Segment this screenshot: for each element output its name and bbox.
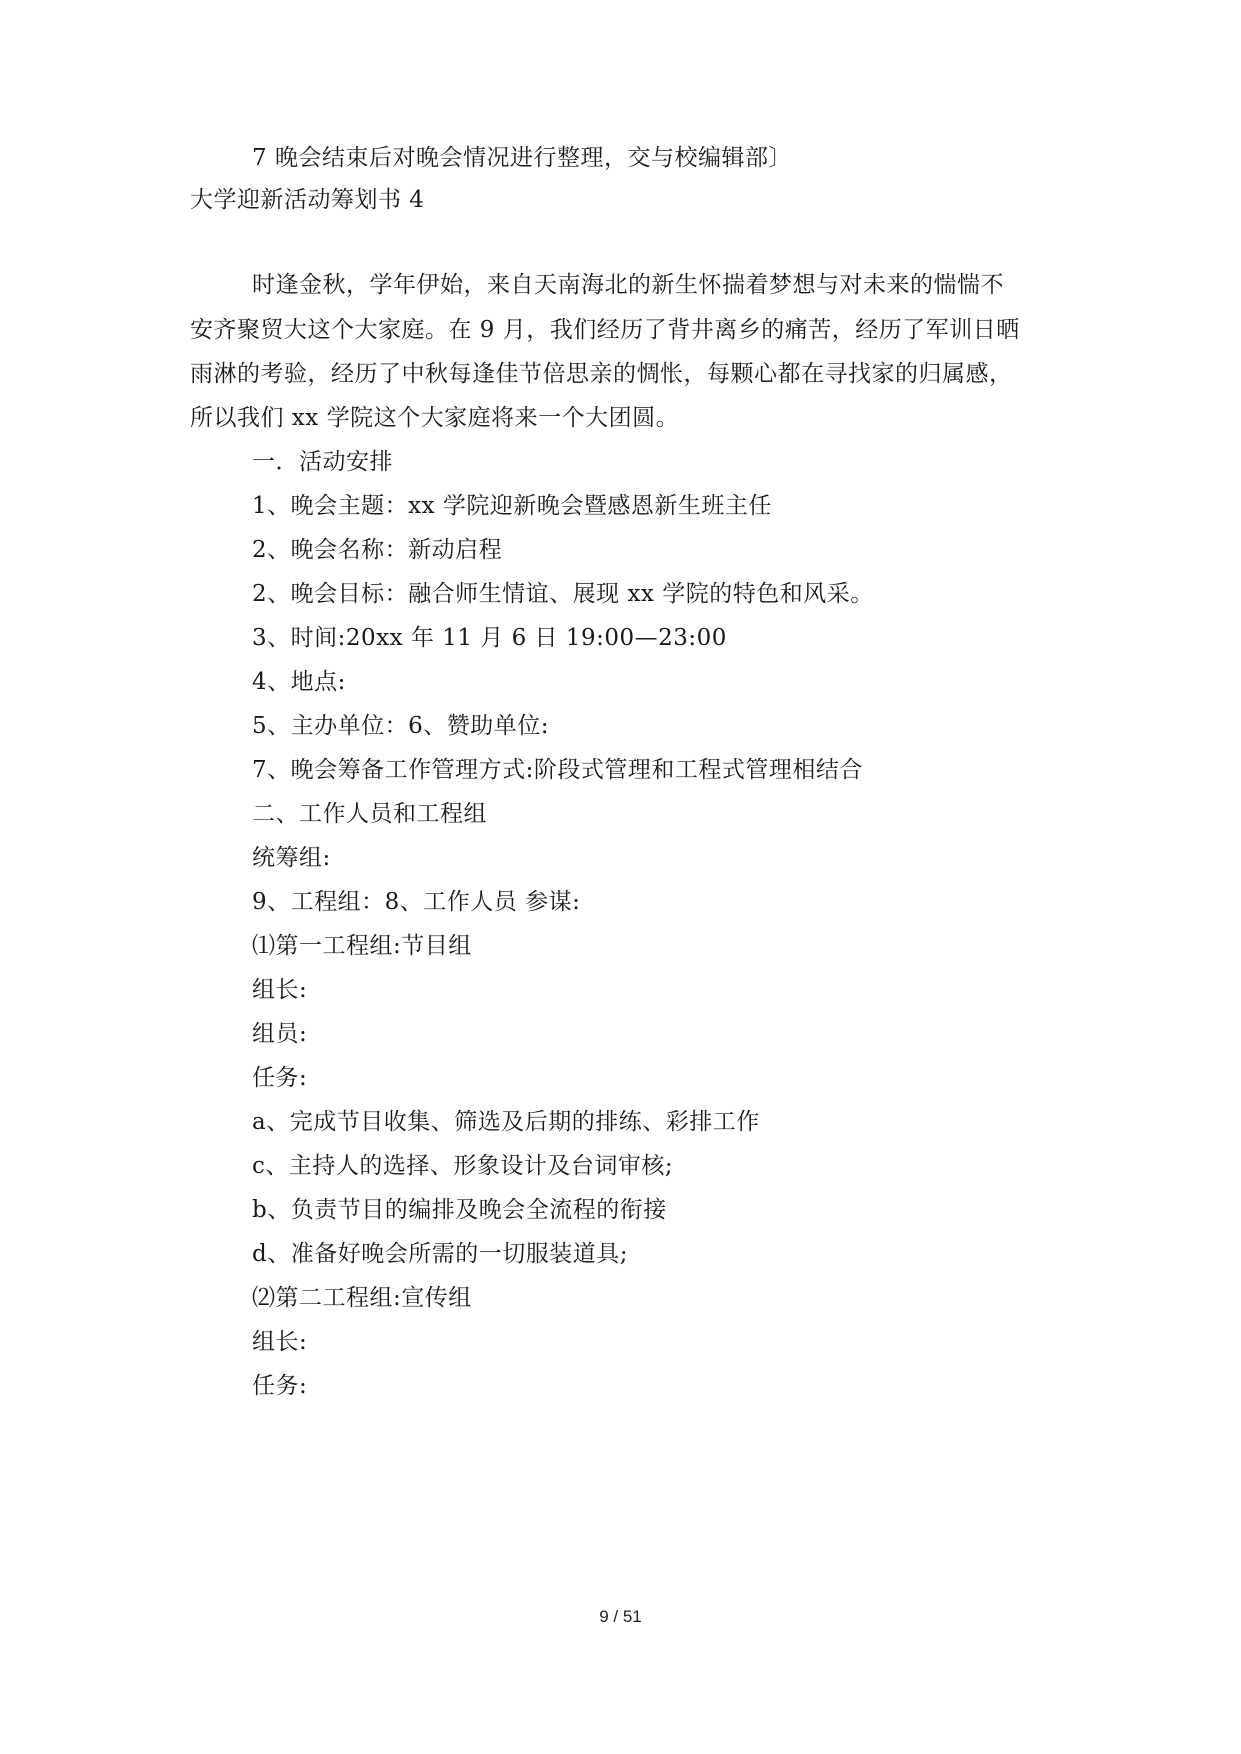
paragraph-line: 时逢金秋，学年伊始，来自天南海北的新生怀揣着梦想与对未来的惴惴不 — [252, 272, 1004, 298]
list-item: a、完成节目收集、筛选及后期的排练、彩排工作 — [252, 1109, 760, 1135]
list-item: 3、时间:20xx 年 11 月 6 日 19:00—23:00 — [252, 625, 727, 651]
section-title: 大学迎新活动筹划书 4 — [190, 187, 425, 213]
list-item: 2、晚会目标：融合师生情谊、展现 xx 学院的特色和风采。 — [252, 581, 874, 607]
list-item: ⑵第二工程组:宣传组 — [252, 1285, 472, 1311]
list-item: 统筹组: — [252, 845, 331, 871]
list-item: 任务: — [252, 1373, 308, 1399]
heading: 二、工作人员和工程组 — [252, 801, 487, 827]
list-item: 4、地点: — [252, 669, 346, 695]
text-line: 7 晚会结束后对晚会情况进行整理，交与校编辑部〕 — [252, 145, 792, 171]
list-item: 组员: — [252, 1021, 308, 1047]
list-item: c、主持人的选择、形象设计及台词审核; — [252, 1153, 674, 1179]
list-item: 任务: — [252, 1065, 308, 1091]
paragraph-line: 雨淋的考验，经历了中秋每逢佳节倍思亲的惆怅，每颗心都在寻找家的归属感， — [190, 361, 1013, 387]
page-number: 9 / 51 — [599, 1607, 642, 1626]
heading: 一．活动安排 — [252, 449, 393, 475]
paragraph-line: 所以我们 xx 学院这个大家庭将来一个大团圆。 — [190, 405, 680, 431]
list-item: b、负责节目的编排及晚会全流程的衔接 — [252, 1197, 667, 1223]
list-item: 2、晚会名称：新动启程 — [252, 537, 503, 563]
list-item: 组长: — [252, 977, 308, 1003]
list-item: 5、主办单位：6、赞助单位: — [252, 713, 550, 739]
list-item: ⑴第一工程组:节目组 — [252, 933, 472, 959]
list-item: 1、晚会主题：xx 学院迎新晚会暨感恩新生班主任 — [252, 493, 772, 519]
list-item: 7、晚会筹备工作管理方式:阶段式管理和工程式管理相结合 — [252, 757, 863, 783]
list-item: 9、工程组：8、工作人员 参谋: — [252, 889, 581, 915]
paragraph-line: 安齐聚贸大这个大家庭。在 9 月，我们经历了背井离乡的痛苦，经历了军训日晒 — [190, 317, 1020, 343]
list-item: 组长: — [252, 1329, 308, 1355]
list-item: d、准备好晚会所需的一切服装道具; — [252, 1241, 628, 1267]
